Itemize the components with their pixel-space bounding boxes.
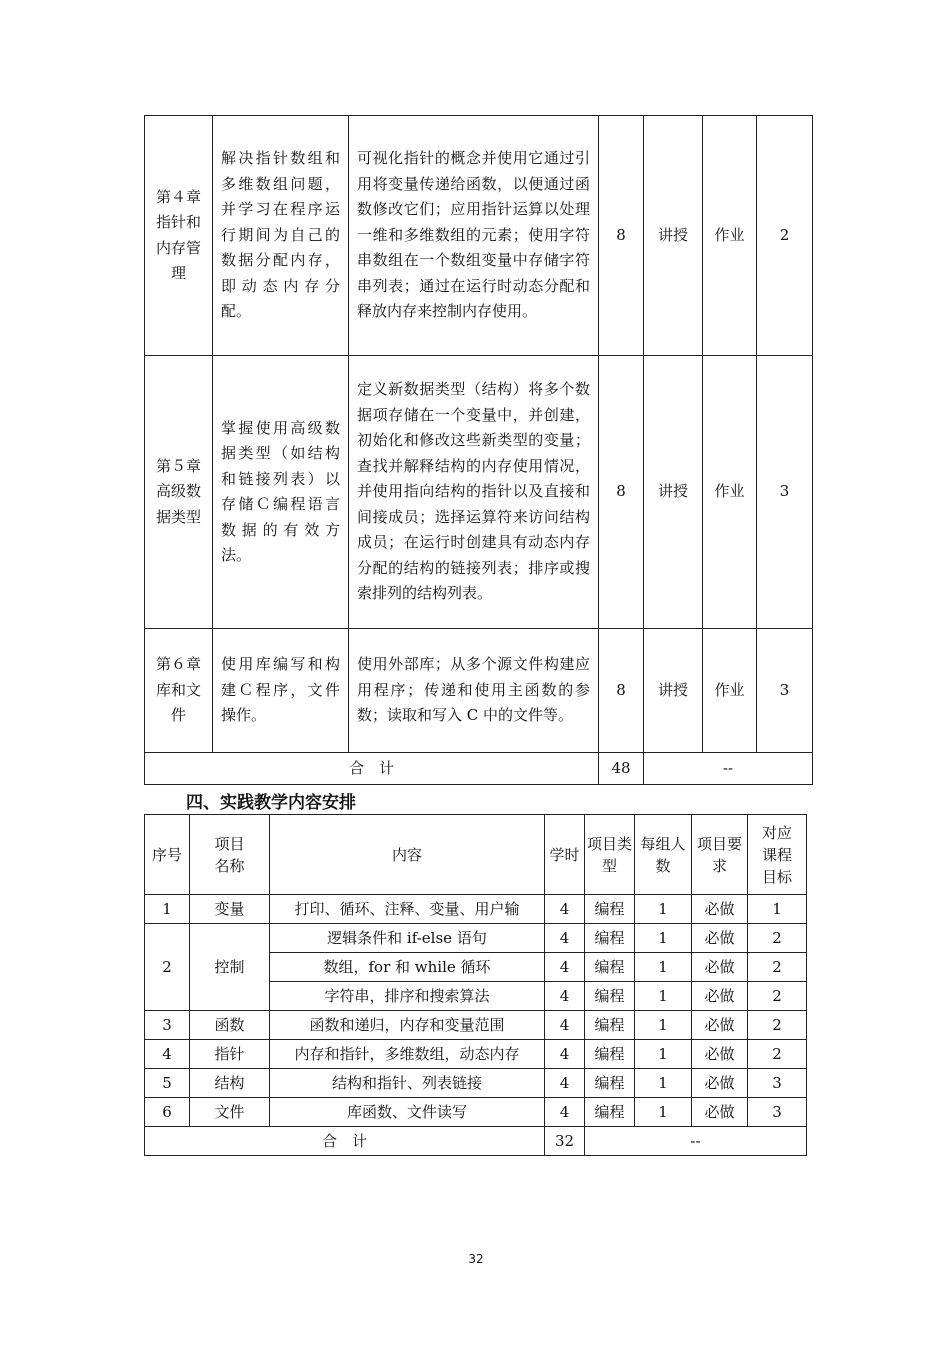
table-row [145,116,813,356]
header-name: 项目名称 [190,815,270,895]
row-name: 结构 [190,1069,270,1098]
row-requirement: 必做 [692,1098,748,1127]
row-type: 编程 [585,1069,635,1098]
total-hours: 32 [545,1127,585,1156]
row-group: 1 [635,1011,692,1040]
goal-cell: 掌握使用高级数据类型（如结构和链接列表）以存储Ｃ编程语言数据的有效方法。 [213,356,349,629]
content-cell: 使用外部库；从多个源文件构建应用程序；传递和使用主函数的参数；读取和写入 C 中的文件等。 [349,629,599,753]
row-objective: 1 [748,895,807,924]
total-rest: -- [585,1127,807,1156]
assessment-cell: 作业 [703,629,757,753]
row-group: 1 [635,1098,692,1127]
section-heading: 四、实践教学内容安排 [186,793,356,813]
goal-cell: 使用库编写和构建Ｃ程序，文件操作。 [213,629,349,753]
row-name: 指针 [190,1040,270,1069]
hours-cell: 8 [599,356,644,629]
row-content: 函数和递归，内存和变量范围 [270,1011,545,1040]
total-hours: 48 [599,753,644,785]
table-row [145,629,813,753]
header-index: 序号 [145,815,190,895]
row-content: 字符串，排序和搜索算法 [270,982,545,1011]
row-type: 编程 [585,895,635,924]
objective-cell: 3 [757,629,813,753]
row-hours: 4 [545,924,585,953]
row-type: 编程 [585,982,635,1011]
row-name: 文件 [190,1098,270,1127]
assessment-cell: 作业 [703,356,757,629]
table-row [145,924,807,953]
row-index: 1 [145,895,190,924]
row-content: 结构和指针、列表链接 [270,1069,545,1098]
header-row [145,815,807,895]
row-objective: 2 [748,1040,807,1069]
row-hours: 4 [545,895,585,924]
row-hours: 4 [545,982,585,1011]
chapter-table [144,115,813,785]
row-index: 4 [145,1040,190,1069]
row-group: 1 [635,982,692,1011]
header-content: 内容 [270,815,545,895]
row-objective: 3 [748,1098,807,1127]
row-name: 函数 [190,1011,270,1040]
table-row [145,1098,807,1127]
table-row [145,1011,807,1040]
row-requirement: 必做 [692,1011,748,1040]
row-content: 库函数、文件读写 [270,1098,545,1127]
row-objective: 2 [748,1011,807,1040]
row-type: 编程 [585,1040,635,1069]
row-name: 变量 [190,895,270,924]
practice-table [144,814,807,1156]
row-requirement: 必做 [692,953,748,982]
row-index: 2 [145,924,190,1011]
table-row [145,895,807,924]
content-cell: 定义新数据类型（结构）将多个数据项存储在一个变量中，并创建，初始化和修改这些新类型的变量；查找并解释结构的内存使用情况，并使用指向结构的指针以及直接和间接成员；选择运算符来访问结构成员；在运行时创建具有动态内存分配的结构的链接列表；排序或搜索排列的结构列表。 [349,356,599,629]
row-objective: 2 [748,924,807,953]
row-content: 打印、循环、注释、变量、用户输 [270,895,545,924]
row-hours: 4 [545,1098,585,1127]
objective-cell: 2 [757,116,813,356]
row-type: 编程 [585,924,635,953]
row-objective: 2 [748,953,807,982]
page-number: 32 [468,1252,484,1266]
row-hours: 4 [545,953,585,982]
total-label: 合 计 [145,753,599,785]
row-requirement: 必做 [692,895,748,924]
header-objective: 对应课程目标 [748,815,807,895]
table-row [145,1069,807,1098]
chapter-cell: 第４章指针和内存管理 [145,116,213,356]
row-requirement: 必做 [692,1069,748,1098]
chapter-cell: 第５章高级数据类型 [145,356,213,629]
row-group: 1 [635,924,692,953]
row-index: 6 [145,1098,190,1127]
row-objective: 3 [748,1069,807,1098]
row-hours: 4 [545,1011,585,1040]
header-hours: 学时 [545,815,585,895]
row-hours: 4 [545,1069,585,1098]
chapter-cell: 第６章库和文件 [145,629,213,753]
table-row [145,356,813,629]
header-requirement: 项目要求 [692,815,748,895]
total-label: 合 计 [145,1127,545,1156]
row-hours: 4 [545,1040,585,1069]
row-group: 1 [635,1069,692,1098]
method-cell: 讲授 [644,356,703,629]
total-row [145,753,813,785]
hours-cell: 8 [599,629,644,753]
row-type: 编程 [585,1011,635,1040]
content-cell: 可视化指针的概念并使用它通过引用将变量传递给函数，以便通过函数修改它们；应用指针运算以处理一维和多维数组的元素；使用字符串数组在一个数组变量中存储字符串列表；通过在运行时动态分配和释放内存来控制内存使用。 [349,116,599,356]
assessment-cell: 作业 [703,116,757,356]
row-group: 1 [635,1040,692,1069]
row-index: 3 [145,1011,190,1040]
objective-cell: 3 [757,356,813,629]
row-group: 1 [635,953,692,982]
row-requirement: 必做 [692,924,748,953]
method-cell: 讲授 [644,629,703,753]
row-name: 控制 [190,924,270,1011]
row-requirement: 必做 [692,982,748,1011]
row-content: 数组，for 和 while 循环 [270,953,545,982]
row-content: 内存和指针，多维数组，动态内存 [270,1040,545,1069]
header-type: 项目类型 [585,815,635,895]
row-requirement: 必做 [692,1040,748,1069]
total-rest: -- [644,753,813,785]
hours-cell: 8 [599,116,644,356]
row-group: 1 [635,895,692,924]
header-group: 每组人数 [635,815,692,895]
row-objective: 2 [748,982,807,1011]
table-row [145,1040,807,1069]
row-content: 逻辑条件和 if-else 语句 [270,924,545,953]
row-index: 5 [145,1069,190,1098]
method-cell: 讲授 [644,116,703,356]
row-type: 编程 [585,953,635,982]
goal-cell: 解决指针数组和多维数组问题，并学习在程序运行期间为自己的数据分配内存，即动态内存分配。 [213,116,349,356]
row-type: 编程 [585,1098,635,1127]
total-row [145,1127,807,1156]
